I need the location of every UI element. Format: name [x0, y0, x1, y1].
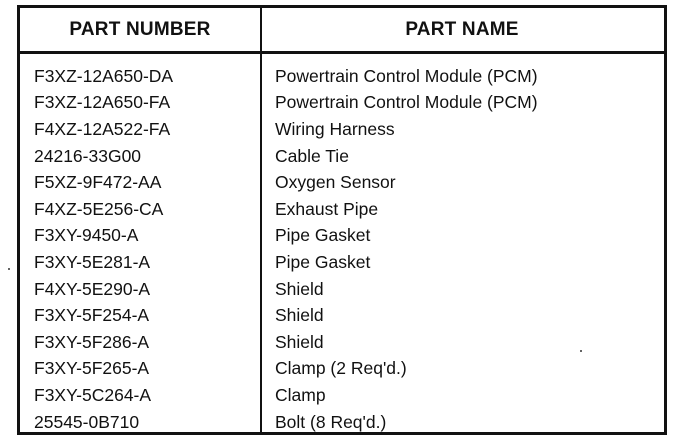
part-name-cell: Powertrain Control Module (PCM): [275, 65, 538, 86]
table-row: [20, 249, 664, 276]
part-number-cell: F4XZ-5E256-CA: [34, 198, 164, 219]
header-part-name: PART NAME: [405, 18, 519, 40]
part-number-cell: 24216-33G00: [34, 145, 142, 166]
table-row: [20, 116, 664, 143]
part-number-cell: 25545-0B710: [34, 411, 140, 432]
part-name-cell: Shield: [275, 278, 324, 299]
part-number-cell: F5XZ-9F472-AA: [34, 172, 162, 193]
part-name-cell: Shield: [275, 331, 324, 352]
part-name-cell: Shield: [275, 305, 324, 326]
table-row: [20, 196, 664, 223]
table-row: [20, 223, 664, 250]
table-row: [20, 329, 664, 356]
table-row: [20, 356, 664, 383]
part-name-cell: Pipe Gasket: [275, 251, 371, 272]
part-number-cell: F3XY-9450-A: [34, 225, 139, 246]
part-name-cell: Bolt (8 Req'd.): [275, 411, 387, 432]
part-name-cell: Oxygen Sensor: [275, 172, 396, 193]
table-row: [20, 90, 664, 117]
table-row: [20, 276, 664, 303]
table-row: [20, 63, 664, 90]
part-number-cell: F4XZ-12A522-FA: [34, 118, 171, 139]
part-number-cell: F3XY-5F254-A: [34, 305, 150, 326]
parts-table: [17, 5, 667, 435]
part-name-cell: Clamp (2 Req'd.): [275, 358, 407, 379]
header-row: [20, 8, 664, 54]
table-row: [20, 409, 664, 436]
scan-speck: [580, 350, 582, 352]
table-body: [20, 63, 664, 435]
part-name-cell: Exhaust Pipe: [275, 198, 379, 219]
table-row: [20, 382, 664, 409]
table-row: [20, 169, 664, 196]
table-row: [20, 143, 664, 170]
part-name-cell: Pipe Gasket: [275, 225, 371, 246]
scan-speck: [8, 268, 10, 270]
part-number-cell: F3XZ-12A650-FA: [34, 92, 171, 113]
part-number-cell: F3XY-5F265-A: [34, 358, 150, 379]
part-name-cell: Cable Tie: [275, 145, 349, 166]
part-name-cell: Powertrain Control Module (PCM): [275, 92, 538, 113]
part-number-cell: F3XY-5F286-A: [34, 331, 150, 352]
part-name-cell: Clamp: [275, 384, 326, 405]
header-part-number: PART NUMBER: [69, 18, 211, 40]
part-number-cell: F3XY-5C264-A: [34, 384, 152, 405]
part-number-cell: F4XY-5E290-A: [34, 278, 151, 299]
part-name-cell: Wiring Harness: [275, 118, 395, 139]
part-number-cell: F3XY-5E281-A: [34, 251, 151, 272]
table-row: [20, 302, 664, 329]
part-number-cell: F3XZ-12A650-DA: [34, 65, 174, 86]
